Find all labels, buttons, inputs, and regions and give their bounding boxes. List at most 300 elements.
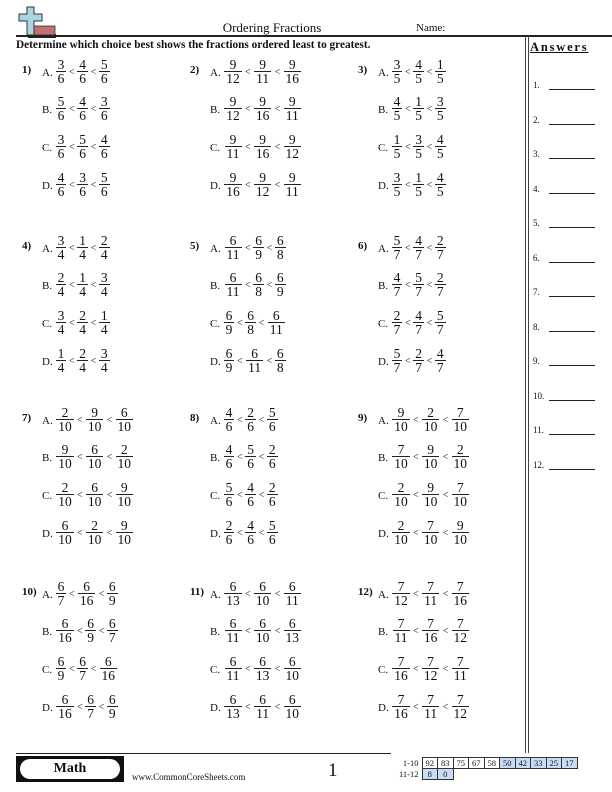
- denominator: 4: [79, 247, 87, 262]
- fraction: [54, 519, 76, 546]
- numerator: 2: [225, 518, 233, 533]
- less-than-symbol: <: [426, 317, 433, 329]
- answer-blank[interactable]: [549, 433, 595, 435]
- website-link[interactable]: www.CommonCoreSheets.com: [132, 772, 246, 782]
- choice-label: B.: [210, 103, 221, 116]
- denominator: 10: [285, 668, 300, 683]
- less-than-symbol: <: [442, 527, 449, 539]
- choice-label: A.: [42, 414, 53, 427]
- denominator: 11: [269, 322, 283, 337]
- less-than-symbol: <: [442, 451, 449, 463]
- fraction: [244, 347, 266, 374]
- fraction: [222, 271, 244, 298]
- fraction: [281, 95, 303, 122]
- less-than-symbol: <: [69, 179, 75, 191]
- denominator: 11: [256, 71, 270, 86]
- numerator: 3: [79, 170, 87, 185]
- numerator: 5: [268, 405, 276, 420]
- less-than-symbol: <: [77, 489, 83, 501]
- numerator: 7: [456, 579, 464, 594]
- numerator: 6: [259, 579, 267, 594]
- numerator: 6: [276, 346, 284, 361]
- fraction: [252, 133, 274, 160]
- fraction: [420, 655, 442, 682]
- less-than-symbol: <: [266, 242, 273, 254]
- denominator: 11: [285, 593, 299, 608]
- choice-c: [42, 309, 111, 336]
- page-number: 1: [328, 760, 338, 781]
- answer-blank[interactable]: [549, 295, 595, 297]
- less-than-symbol: <: [245, 588, 251, 600]
- less-than-symbol: <: [245, 103, 251, 115]
- numerator: 7: [456, 654, 464, 669]
- denominator: 13: [285, 630, 300, 645]
- numerator: 9: [259, 94, 267, 109]
- numerator: 2: [120, 442, 128, 457]
- answer-row-5: [533, 218, 595, 228]
- numerator: 6: [108, 692, 116, 707]
- numerator: 1: [100, 308, 108, 323]
- fraction: [412, 271, 426, 298]
- fraction: [105, 693, 119, 720]
- denominator: 10: [394, 532, 408, 547]
- choice-b: [378, 271, 447, 298]
- less-than-symbol: <: [442, 588, 449, 600]
- choice-c: [378, 309, 447, 336]
- choice-label: A.: [378, 66, 389, 79]
- numerator: 6: [91, 442, 99, 457]
- answer-row-8: [533, 322, 595, 332]
- answer-blank[interactable]: [549, 226, 595, 228]
- fraction: [281, 655, 303, 682]
- less-than-symbol: <: [405, 66, 411, 78]
- denominator: 16: [394, 668, 408, 683]
- denominator: 6: [57, 108, 65, 123]
- denominator: 7: [393, 322, 401, 337]
- less-than-symbol: <: [69, 317, 75, 329]
- numerator: 9: [229, 132, 237, 147]
- choice-label: A.: [210, 414, 221, 427]
- less-than-symbol: <: [405, 279, 411, 291]
- denominator: 10: [255, 630, 270, 645]
- numerator: 4: [247, 480, 255, 495]
- answer-row-4: [533, 184, 595, 194]
- numerator: 4: [415, 57, 423, 72]
- choice-b: [378, 95, 447, 122]
- fraction: [449, 617, 471, 644]
- numerator: 4: [393, 270, 401, 285]
- denominator: 9: [108, 593, 116, 608]
- fraction: [54, 171, 68, 198]
- answer-blank[interactable]: [549, 261, 595, 263]
- denominator: 6: [225, 419, 233, 434]
- numerator: 5: [100, 170, 108, 185]
- less-than-symbol: <: [274, 588, 281, 600]
- choice-label: C.: [210, 141, 221, 154]
- fraction: [252, 693, 274, 720]
- numerator: 2: [393, 308, 401, 323]
- numerator: 6: [255, 270, 263, 285]
- fraction: [54, 443, 76, 470]
- choice-label: A.: [378, 414, 389, 427]
- choice-a: [210, 580, 303, 607]
- less-than-symbol: <: [274, 179, 281, 191]
- choice-c: [42, 655, 119, 682]
- answer-number: 6.: [533, 252, 540, 263]
- fraction: [265, 309, 287, 336]
- numerator: 1: [79, 233, 87, 248]
- denominator: 9: [255, 247, 263, 262]
- fraction: [54, 95, 68, 122]
- answer-blank[interactable]: [549, 330, 595, 332]
- answer-blank[interactable]: [549, 88, 595, 90]
- numerator: 1: [393, 132, 401, 147]
- fraction: [420, 406, 442, 433]
- numerator: 6: [79, 654, 87, 669]
- less-than-symbol: <: [405, 141, 411, 153]
- fraction: [273, 347, 287, 374]
- numerator: 5: [415, 270, 423, 285]
- numerator: 2: [415, 346, 423, 361]
- numerator: 9: [288, 57, 296, 72]
- problem-number: 10): [22, 586, 37, 598]
- choice-c: [42, 481, 135, 508]
- fraction: [390, 133, 404, 160]
- less-than-symbol: <: [266, 355, 273, 367]
- numerator: 2: [436, 233, 444, 248]
- numerator: 6: [61, 518, 69, 533]
- less-than-symbol: <: [245, 66, 251, 78]
- less-than-symbol: <: [237, 527, 243, 539]
- denominator: 9: [225, 322, 233, 337]
- answer-row-11: [533, 425, 595, 435]
- choice-b: [210, 271, 287, 298]
- fraction: [54, 617, 76, 644]
- denominator: 6: [57, 184, 65, 199]
- denominator: 10: [87, 419, 102, 434]
- fraction: [54, 693, 76, 720]
- denominator: 6: [100, 184, 108, 199]
- denominator: 6: [268, 532, 276, 547]
- worksheet-title: Ordering Fractions: [222, 20, 322, 35]
- denominator: 5: [436, 108, 444, 123]
- less-than-symbol: <: [426, 103, 433, 115]
- numerator: 4: [225, 405, 233, 420]
- answers-title: Answers: [530, 40, 589, 54]
- denominator: 16: [58, 706, 72, 721]
- choice-label: C.: [210, 317, 221, 330]
- denominator: 7: [436, 247, 444, 262]
- fraction: [76, 234, 90, 261]
- numerator: 9: [229, 94, 237, 109]
- denominator: 4: [100, 360, 108, 375]
- choice-label: C.: [42, 141, 53, 154]
- problem-number: 12): [358, 586, 373, 598]
- denominator: 7: [393, 284, 401, 299]
- less-than-symbol: <: [69, 66, 75, 78]
- denominator: 6: [79, 184, 87, 199]
- fraction: [449, 655, 471, 682]
- numerator: 2: [61, 405, 69, 420]
- less-than-symbol: <: [442, 625, 449, 637]
- numerator: 6: [272, 308, 280, 323]
- denominator: 10: [117, 419, 132, 434]
- answer-blank[interactable]: [549, 192, 595, 194]
- choice-label: D.: [210, 527, 221, 540]
- score-cell: 33: [531, 758, 547, 769]
- numerator: 6: [259, 654, 267, 669]
- choice-label: B.: [378, 279, 389, 292]
- answer-row-9: [533, 356, 595, 366]
- fraction: [390, 519, 412, 546]
- denominator: 16: [423, 630, 438, 645]
- fraction: [54, 655, 68, 682]
- numerator: 6: [225, 308, 233, 323]
- denominator: 10: [255, 593, 270, 608]
- numerator: 4: [100, 132, 108, 147]
- fraction: [252, 171, 274, 198]
- fraction: [433, 347, 447, 374]
- denominator: 10: [453, 494, 468, 509]
- choice-label: D.: [210, 179, 221, 192]
- choice-b: [210, 443, 279, 470]
- fraction: [252, 617, 274, 644]
- fraction: [449, 693, 471, 720]
- numerator: 6: [251, 346, 259, 361]
- numerator: 9: [229, 57, 237, 72]
- denominator: 4: [100, 284, 108, 299]
- choice-d: [378, 347, 447, 374]
- denominator: 7: [415, 322, 423, 337]
- fraction: [97, 234, 111, 261]
- denominator: 10: [423, 532, 438, 547]
- score-range-label: 1-10: [402, 758, 419, 768]
- fraction: [281, 58, 303, 85]
- denominator: 11: [226, 146, 240, 161]
- denominator: 4: [57, 360, 65, 375]
- fraction: [265, 406, 279, 433]
- fraction: [420, 580, 442, 607]
- numerator: 7: [456, 692, 464, 707]
- denominator: 11: [394, 630, 408, 645]
- fraction: [244, 519, 258, 546]
- answer-row-3: [533, 149, 595, 159]
- less-than-symbol: <: [77, 414, 83, 426]
- numerator: 5: [393, 233, 401, 248]
- fraction: [390, 617, 412, 644]
- numerator: 7: [427, 518, 435, 533]
- less-than-symbol: <: [90, 103, 97, 115]
- less-than-symbol: <: [258, 451, 265, 463]
- fraction: [390, 481, 412, 508]
- answer-blank[interactable]: [549, 123, 595, 125]
- score-row: [396, 758, 577, 769]
- less-than-symbol: <: [90, 66, 97, 78]
- numerator: 5: [79, 132, 87, 147]
- less-than-symbol: <: [258, 317, 265, 329]
- denominator: 10: [394, 419, 408, 434]
- choice-d: [42, 347, 111, 374]
- denominator: 5: [415, 146, 423, 161]
- less-than-symbol: <: [90, 279, 97, 291]
- numerator: 9: [427, 442, 435, 457]
- denominator: 12: [453, 706, 468, 721]
- fraction: [390, 271, 404, 298]
- denominator: 5: [393, 71, 401, 86]
- denominator: 10: [423, 494, 438, 509]
- fraction: [97, 309, 111, 336]
- less-than-symbol: <: [69, 103, 75, 115]
- denominator: 10: [394, 456, 408, 471]
- choice-label: B.: [42, 625, 53, 638]
- numerator: 6: [229, 579, 237, 594]
- choice-a: [42, 58, 111, 85]
- choice-label: C.: [42, 663, 53, 676]
- answer-blank[interactable]: [549, 468, 595, 470]
- choice-b: [42, 443, 135, 470]
- problem-number: 2): [190, 64, 200, 76]
- denominator: 7: [87, 706, 95, 721]
- numerator: 7: [397, 579, 405, 594]
- denominator: 16: [453, 593, 468, 608]
- problem-number: 3): [358, 64, 368, 76]
- numerator: 3: [100, 270, 108, 285]
- answer-blank[interactable]: [549, 399, 595, 401]
- fraction: [76, 580, 98, 607]
- fraction: [222, 519, 236, 546]
- fraction: [54, 234, 68, 261]
- fraction: [281, 693, 303, 720]
- fraction: [420, 481, 442, 508]
- fraction: [244, 481, 258, 508]
- numerator: 6: [120, 405, 128, 420]
- less-than-symbol: <: [90, 663, 97, 675]
- fraction: [265, 519, 279, 546]
- choice-label: A.: [42, 588, 53, 601]
- answer-number: 10.: [533, 390, 545, 401]
- fraction: [412, 234, 426, 261]
- denominator: 6: [247, 419, 255, 434]
- choice-label: A.: [210, 588, 221, 601]
- numerator: 6: [225, 346, 233, 361]
- fraction: [433, 234, 447, 261]
- answer-number: 7.: [533, 287, 540, 297]
- choice-a: [210, 234, 287, 261]
- less-than-symbol: <: [69, 141, 75, 153]
- choice-label: D.: [378, 527, 389, 540]
- numerator: 9: [259, 57, 267, 72]
- less-than-symbol: <: [274, 701, 281, 713]
- denominator: 7: [436, 322, 444, 337]
- denominator: 5: [436, 71, 444, 86]
- less-than-symbol: <: [413, 588, 419, 600]
- less-than-symbol: <: [426, 242, 433, 254]
- less-than-symbol: <: [90, 179, 97, 191]
- choice-b: [42, 95, 111, 122]
- problem-number: 9): [358, 412, 368, 424]
- fraction: [273, 271, 287, 298]
- denominator: 12: [453, 630, 468, 645]
- fraction: [76, 133, 90, 160]
- name-label: Name:: [416, 22, 446, 34]
- numerator: 2: [456, 442, 464, 457]
- answer-column-divider: [525, 36, 529, 753]
- choice-c: [210, 309, 287, 336]
- choice-a: [378, 234, 447, 261]
- fraction: [281, 580, 303, 607]
- answer-row-6: [533, 253, 595, 263]
- numerator: 4: [247, 518, 255, 533]
- choice-label: C.: [42, 317, 53, 330]
- denominator: 16: [394, 706, 408, 721]
- denominator: 10: [58, 532, 72, 547]
- numerator: 7: [397, 692, 405, 707]
- fraction: [244, 406, 258, 433]
- numerator: 6: [108, 579, 116, 594]
- less-than-symbol: <: [258, 489, 265, 501]
- less-than-symbol: <: [426, 355, 433, 367]
- less-than-symbol: <: [245, 179, 251, 191]
- less-than-symbol: <: [90, 355, 97, 367]
- less-than-symbol: <: [237, 355, 243, 367]
- fraction: [244, 309, 258, 336]
- problem-number: 11): [190, 586, 205, 598]
- numerator: 6: [87, 692, 95, 707]
- answer-blank[interactable]: [549, 157, 595, 159]
- score-cell: 67: [469, 758, 485, 769]
- choice-d: [378, 519, 471, 546]
- choice-label: C.: [378, 663, 389, 676]
- less-than-symbol: <: [237, 489, 243, 501]
- less-than-symbol: <: [90, 317, 97, 329]
- choice-label: D.: [210, 355, 221, 368]
- choice-a: [210, 58, 303, 85]
- fraction: [449, 406, 471, 433]
- numerator: 6: [276, 270, 284, 285]
- choice-label: B.: [378, 103, 389, 116]
- denominator: 6: [100, 108, 108, 123]
- less-than-symbol: <: [69, 279, 75, 291]
- fraction: [252, 580, 274, 607]
- less-than-symbol: <: [77, 625, 83, 637]
- fraction: [105, 617, 119, 644]
- less-than-symbol: <: [426, 179, 433, 191]
- numerator: 3: [393, 57, 401, 72]
- choice-label: B.: [210, 625, 221, 638]
- less-than-symbol: <: [405, 355, 411, 367]
- numerator: 4: [436, 170, 444, 185]
- score-cell: 25: [546, 758, 562, 769]
- score-cell: 83: [438, 758, 454, 769]
- numerator: 6: [288, 692, 296, 707]
- denominator: 7: [415, 247, 423, 262]
- less-than-symbol: <: [77, 701, 83, 713]
- fraction: [76, 655, 90, 682]
- less-than-symbol: <: [274, 103, 281, 115]
- numerator: 2: [79, 308, 87, 323]
- choice-c: [378, 133, 447, 160]
- denominator: 11: [285, 108, 299, 123]
- denominator: 16: [255, 146, 270, 161]
- numerator: 4: [79, 94, 87, 109]
- denominator: 12: [394, 593, 408, 608]
- numerator: 5: [100, 57, 108, 72]
- answer-blank[interactable]: [549, 364, 595, 366]
- answer-number: 12.: [533, 459, 545, 470]
- fraction: [76, 271, 90, 298]
- denominator: 6: [247, 456, 255, 471]
- fraction: [252, 234, 266, 261]
